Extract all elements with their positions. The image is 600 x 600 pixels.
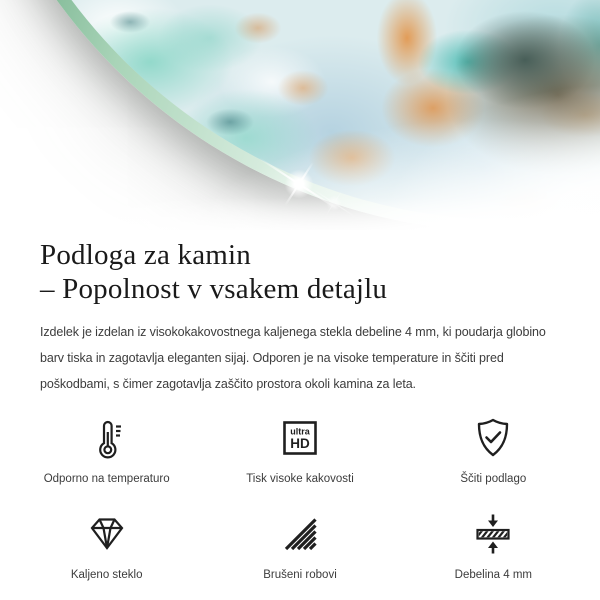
- hero-image: [0, 0, 600, 230]
- feature-label: Odporno na temperaturo: [43, 473, 170, 485]
- diamond-icon: [84, 511, 130, 557]
- feature-label: Debelina 4 mm: [454, 569, 532, 581]
- page-title: [40, 238, 567, 306]
- feature-label: Brušeni robovi: [263, 569, 337, 581]
- hatched-edge-icon: [277, 511, 323, 557]
- svg-text:HD: HD: [290, 436, 310, 451]
- feature-polished-edges: [203, 511, 396, 581]
- shield-check-icon: [470, 415, 516, 461]
- feature-temperature: [10, 415, 203, 485]
- svg-text:ultra: ultra: [290, 426, 310, 437]
- feature-thickness: [397, 511, 590, 581]
- feature-label: Tisk visoke kakovosti: [246, 473, 354, 485]
- features-grid: [0, 415, 600, 581]
- feature-print-quality: [203, 415, 396, 485]
- content-section: [0, 238, 600, 397]
- title-line-1: Podloga za kamin: [40, 239, 251, 271]
- title-line-2: – Popolnost v vsakem detajlu: [40, 273, 388, 305]
- thickness-icon: [470, 511, 516, 557]
- feature-label: Kaljeno steklo: [70, 569, 143, 581]
- feature-tempered-glass: [10, 511, 203, 581]
- feature-protects: [397, 415, 590, 485]
- ultra-hd-icon: [277, 415, 323, 461]
- product-description: Izdelek je izdelan iz visokokakovostnega kaljenega stekla debeline 4 mm, ki poudarja globino barv tiska in zagotavlja eleganten sijaj. Odporen je na visoke temperature in ščiti pred poškodbami, s čimer zagotavlja zaščito prostora okoli kamina za leta.: [40, 325, 546, 391]
- thermometer-icon: [84, 415, 130, 461]
- feature-label: Ščiti podlago: [460, 473, 527, 485]
